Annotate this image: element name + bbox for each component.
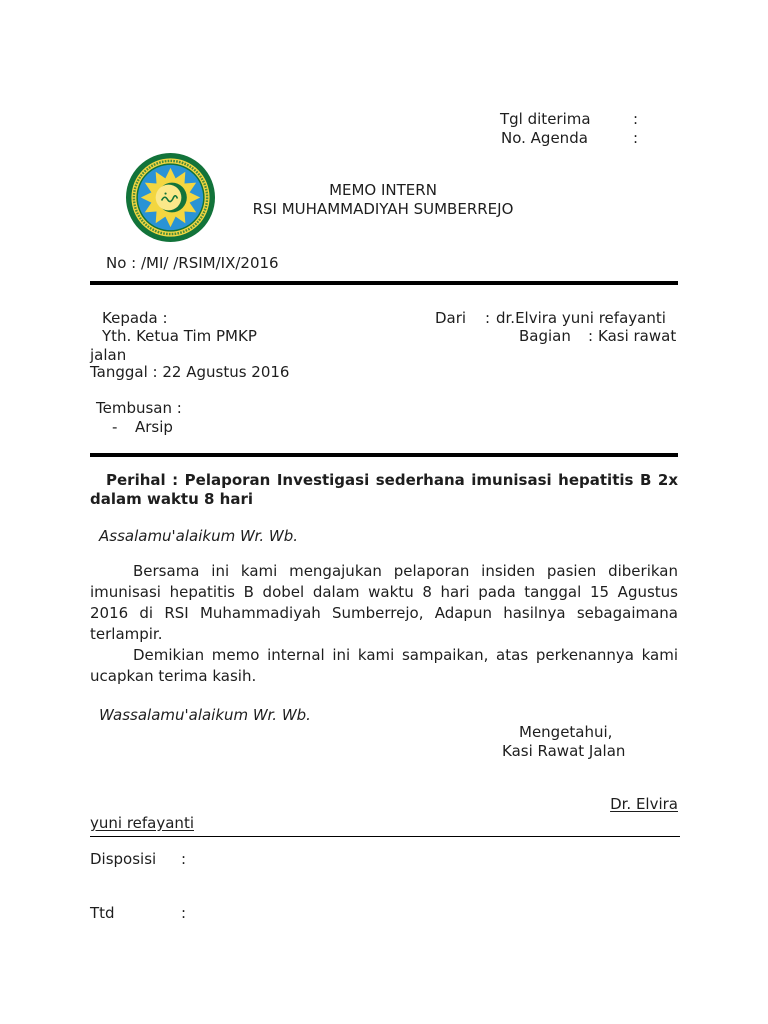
greeting: Assalamu'alaikum Wr. Wb. — [99, 527, 298, 545]
signature-name-line1: Dr. Elvira — [610, 795, 678, 813]
subject-divider — [90, 453, 678, 457]
signature-position: Kasi Rawat Jalan — [502, 742, 626, 760]
department-colon: : — [588, 327, 594, 345]
department-value-continued: jalan — [90, 346, 127, 364]
disposition-divider — [90, 836, 680, 837]
cc-bullet: - — [112, 418, 118, 436]
recipient-label: Kepada : — [102, 309, 168, 327]
signature-field-colon: : — [181, 904, 187, 922]
sender-label: Dari — [435, 309, 467, 327]
signature-name-line2: yuni refayanti — [90, 814, 194, 832]
memo-number: No : /MI/ /RSIM/IX/2016 — [106, 254, 279, 272]
signature-acknowledged: Mengetahui, — [519, 723, 613, 741]
sender-name: dr.Elvira yuni refayanti — [496, 309, 666, 327]
body-paragraph: Bersama ini kami mengajukan pelaporan insiden pasien diberikan imunisasi hepatitis B dobel dalam waktu 8 hari pada tanggal 15 Agustus 2016 di RSI Muhammadiyah Sumberrejo, Adapun hasilnya sebagaimana terlampir. — [90, 562, 678, 643]
department-value: Kasi rawat — [598, 327, 677, 345]
closing-greeting: Wassalamu'alaikum Wr. Wb. — [99, 706, 311, 724]
cc-label: Tembusan : — [96, 399, 182, 417]
memo-body — [90, 561, 678, 687]
body-paragraph: Demikian memo internal ini kami sampaikan, atas perkenannya kami ucapkan terima kasih. — [90, 646, 678, 685]
memo-title: MEMO INTERN — [329, 181, 437, 199]
header-divider — [90, 281, 678, 285]
organization-name: RSI MUHAMMADIYAH SUMBERREJO — [252, 200, 514, 218]
department-label: Bagian — [519, 327, 571, 345]
receipt-date-label: Tgl diterima — [500, 110, 591, 128]
cc-item-text: Arsip — [135, 418, 173, 436]
signature-field-label: Ttd — [90, 904, 115, 922]
receipt-date-colon: : — [633, 110, 639, 128]
memo-subject: Perihal : Pelaporan Investigasi sederhana imunisasi hepatitis B 2x dalam waktu 8 hari — [90, 471, 678, 508]
receipt-agenda-label: No. Agenda — [501, 129, 588, 147]
disposition-colon: : — [181, 850, 187, 868]
disposition-label: Disposisi — [90, 850, 157, 868]
memo-date: Tanggal : 22 Agustus 2016 — [90, 363, 290, 381]
receipt-agenda-colon: : — [633, 129, 639, 147]
sender-colon: : — [485, 309, 491, 327]
recipient-name: Yth. Ketua Tim PMKP — [102, 327, 257, 345]
